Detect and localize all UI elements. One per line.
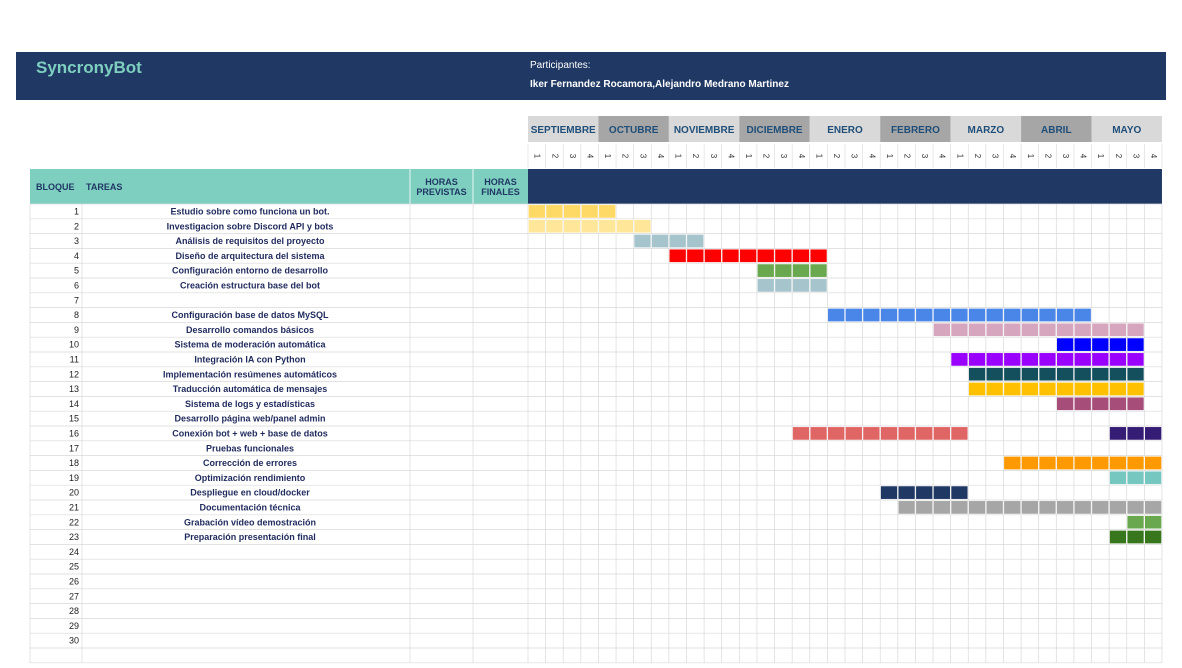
gantt-bar-cell <box>1127 382 1144 395</box>
participants-label: Participantes: <box>530 60 591 71</box>
gantt-bar-cell <box>634 220 651 233</box>
gantt-bar-cell <box>793 427 810 440</box>
task-name: Sistema de logs y estadísticas <box>184 398 316 409</box>
gantt-bar-cell <box>1057 397 1074 410</box>
gantt-bar-cell <box>863 427 880 440</box>
gantt-bar-cell <box>1127 353 1144 366</box>
task-name: Integración IA con Python <box>194 354 306 365</box>
gantt-bar-cell <box>828 308 845 321</box>
gantt-bar-cell <box>775 264 792 277</box>
gantt-bar-cell <box>1057 501 1074 514</box>
row-number: 20 <box>68 487 79 498</box>
gantt-bar-cell <box>916 427 933 440</box>
gantt-bar-cell <box>1092 382 1109 395</box>
gantt-bar-cell <box>1127 456 1144 469</box>
gantt-bar-cell <box>1074 323 1091 336</box>
task-name: Despliegue en cloud/docker <box>190 487 310 498</box>
gantt-bar-cell <box>951 427 968 440</box>
gantt-bar-cell <box>1127 471 1144 484</box>
row-number: 25 <box>68 561 79 572</box>
gantt-bar-cell <box>1092 368 1109 381</box>
gantt-bar-cell <box>845 427 862 440</box>
week-label: 4 <box>585 153 595 159</box>
row-number: 21 <box>68 502 79 513</box>
gantt-bar-cell <box>1110 338 1127 351</box>
gantt-bar-cell <box>986 382 1003 395</box>
task-name: Desarrollo comandos básicos <box>185 324 315 335</box>
week-label: 1 <box>744 153 754 159</box>
gantt-bar-cell <box>793 279 810 292</box>
gantt-bar-cell <box>1110 323 1127 336</box>
gantt-bar-cell <box>1110 368 1127 381</box>
row-number: 30 <box>68 635 79 646</box>
gantt-bar-cell <box>951 353 968 366</box>
gantt-bar-cell <box>1004 323 1021 336</box>
month-label: MARZO <box>967 125 1005 136</box>
gantt-bar-cell <box>969 353 986 366</box>
gantt-bar-cell <box>863 308 880 321</box>
gantt-bar-cell <box>1127 397 1144 410</box>
gantt-bar-cell <box>810 264 827 277</box>
gantt-bar-cell <box>1110 382 1127 395</box>
gantt-bar-cell <box>1127 501 1144 514</box>
header-horas-previstas: HORAS <box>425 177 458 187</box>
gantt-bar-cell <box>1074 368 1091 381</box>
gantt-bar-cell <box>1021 368 1038 381</box>
week-label: 4 <box>867 153 877 159</box>
week-label: 1 <box>532 153 542 159</box>
row-number: 15 <box>68 413 79 424</box>
gantt-bar-cell <box>1039 323 1056 336</box>
gantt-bar-cell <box>1074 397 1091 410</box>
gantt-bar-cell <box>951 501 968 514</box>
gantt-bar-cell <box>1004 501 1021 514</box>
gantt-bar-cell <box>1145 501 1162 514</box>
week-label: 3 <box>638 153 648 159</box>
task-name: Implementación resúmenes automáticos <box>162 369 338 380</box>
gantt-bar-cell <box>1004 308 1021 321</box>
gantt-bar-cell <box>845 308 862 321</box>
gantt-bar-cell <box>599 205 616 218</box>
gantt-bar-cell <box>951 323 968 336</box>
gantt-bar-cell <box>1004 368 1021 381</box>
gantt-bar-cell <box>1004 382 1021 395</box>
gantt-bar-cell <box>757 249 774 262</box>
gantt-bar-cell <box>757 264 774 277</box>
task-name: Creación estructura base del bot <box>179 280 321 291</box>
header-horas-finales: FINALES <box>481 187 520 197</box>
gantt-bar-cell <box>757 279 774 292</box>
row-number: 9 <box>73 324 79 335</box>
task-name: Configuración entorno de desarrollo <box>171 265 329 276</box>
gantt-bar-cell <box>581 220 598 233</box>
gantt-bar-cell <box>969 501 986 514</box>
row-number: 12 <box>68 369 79 380</box>
row-number: 18 <box>68 458 79 469</box>
gantt-bar-cell <box>1021 382 1038 395</box>
week-label: 3 <box>1131 153 1141 159</box>
week-label: 3 <box>990 153 1000 159</box>
task-name: Pruebas funcionales <box>205 443 295 454</box>
gantt-bar-cell <box>933 427 950 440</box>
week-label: 1 <box>884 153 894 159</box>
week-label: 3 <box>1060 153 1070 159</box>
task-name: Análisis de requisitos del proyecto <box>175 236 325 247</box>
gantt-bar-cell <box>546 205 563 218</box>
gantt-bar-cell <box>881 308 898 321</box>
gantt-bar-cell <box>581 205 598 218</box>
row-number: 22 <box>68 517 79 528</box>
gantt-bar-cell <box>1092 397 1109 410</box>
month-label: ABRIL <box>1041 125 1072 136</box>
gantt-bar-cell <box>599 220 616 233</box>
week-label: 1 <box>814 153 824 159</box>
gantt-bar-cell <box>933 323 950 336</box>
task-name: Grabación vídeo demostración <box>183 517 317 528</box>
row-number: 17 <box>68 443 79 454</box>
row-number: 28 <box>68 606 79 617</box>
gantt-bar-cell <box>1127 368 1144 381</box>
week-label: 1 <box>603 153 613 159</box>
week-label: 3 <box>920 153 930 159</box>
gantt-bar-cell <box>1021 456 1038 469</box>
gantt-bar-cell <box>916 308 933 321</box>
row-number: 23 <box>68 532 79 543</box>
week-label: 1 <box>1096 153 1106 159</box>
gantt-bar-cell <box>1127 427 1144 440</box>
week-label: 3 <box>779 153 789 159</box>
task-name: Optimización rendimiento <box>194 472 306 483</box>
gantt-bar-cell <box>1057 456 1074 469</box>
week-label: 3 <box>849 153 859 159</box>
gantt-bar-cell <box>1039 382 1056 395</box>
row-number: 26 <box>68 576 79 587</box>
gantt-bar-cell <box>775 249 792 262</box>
gantt-bar-cell <box>898 308 915 321</box>
month-label: OCTUBRE <box>608 125 659 136</box>
gantt-bar-cell <box>616 220 633 233</box>
week-label: 3 <box>708 153 718 159</box>
gantt-bar-cell <box>969 308 986 321</box>
month-label: DICIEMBRE <box>746 125 803 136</box>
row-number: 3 <box>73 236 79 247</box>
gantt-bar-cell <box>1021 323 1038 336</box>
row-number: 27 <box>68 591 79 602</box>
task-name: Diseño de arquitectura del sistema <box>175 250 325 261</box>
row-number: 5 <box>73 265 79 276</box>
gantt-bar-cell <box>722 249 739 262</box>
header-bloque: BLOQUE <box>36 182 75 192</box>
week-label: 4 <box>1078 153 1088 159</box>
gantt-bar-cell <box>1110 456 1127 469</box>
gantt-bar-cell <box>1057 353 1074 366</box>
row-number: 11 <box>69 354 79 365</box>
header-tareas: TAREAS <box>86 182 123 192</box>
week-label: 2 <box>1113 153 1123 159</box>
gantt-bar-cell <box>1092 353 1109 366</box>
row-number: 13 <box>68 384 79 395</box>
gantt-bar-cell <box>898 486 915 499</box>
task-name: Conexión bot + web + base de datos <box>172 428 328 439</box>
gantt-bar-cell <box>1092 456 1109 469</box>
gantt-bar-cell <box>1021 308 1038 321</box>
header-horas-finales: HORAS <box>484 177 517 187</box>
row-number: 4 <box>73 250 79 261</box>
gantt-bar-cell <box>898 427 915 440</box>
gantt-bar-cell <box>1110 530 1127 543</box>
task-name: Corrección de errores <box>202 458 298 469</box>
month-label: NOVIEMBRE <box>673 125 735 136</box>
month-label: SEPTIEMBRE <box>530 125 596 136</box>
row-number: 29 <box>68 620 79 631</box>
gantt-bar-cell <box>1004 456 1021 469</box>
week-label: 2 <box>620 153 630 159</box>
gantt-bar-cell <box>1110 353 1127 366</box>
gantt-bar-cell <box>1057 308 1074 321</box>
gantt-bar-cell <box>740 249 757 262</box>
gantt-bar-cell <box>1004 353 1021 366</box>
gantt-bar-cell <box>810 279 827 292</box>
week-label: 2 <box>761 153 771 159</box>
participants-names: Iker Fernandez Rocamora,Alejandro Medrano Martinez <box>530 79 789 90</box>
gantt-bar-cell <box>652 234 669 247</box>
gantt-bar-cell <box>634 234 651 247</box>
gantt-bar-cell <box>1110 501 1127 514</box>
gantt-bar-cell <box>1057 338 1074 351</box>
week-label: 3 <box>567 153 577 159</box>
gantt-bar-cell <box>1092 501 1109 514</box>
gantt-bar-cell <box>828 427 845 440</box>
gantt-bar-cell <box>986 368 1003 381</box>
week-label: 4 <box>796 153 806 159</box>
gantt-bar-cell <box>564 205 581 218</box>
week-label: 4 <box>1008 153 1018 159</box>
month-label: MAYO <box>1112 125 1142 136</box>
gantt-bar-cell <box>916 501 933 514</box>
row-number: 10 <box>68 339 79 350</box>
row-number: 8 <box>73 310 79 321</box>
gantt-bar-cell <box>1110 471 1127 484</box>
gantt-bar-cell <box>1039 456 1056 469</box>
row-number: 7 <box>73 295 79 306</box>
gantt-bar-cell <box>881 427 898 440</box>
row-number: 6 <box>73 280 79 291</box>
task-name: Investigacion sobre Discord API y bots <box>166 221 334 232</box>
week-label: 1 <box>1025 153 1035 159</box>
gantt-bar-cell <box>1039 501 1056 514</box>
gantt-bar-cell <box>1110 397 1127 410</box>
gantt-bar-cell <box>951 308 968 321</box>
gantt-bar-cell <box>1145 471 1162 484</box>
task-name: Estudio sobre como funciona un bot. <box>170 206 330 217</box>
gantt-bar-cell <box>1127 530 1144 543</box>
week-label: 2 <box>691 153 701 159</box>
header-horas-previstas: PREVISTAS <box>416 187 467 197</box>
task-name: Traducción automática de mensajes <box>172 384 328 395</box>
gantt-bar-cell <box>1039 368 1056 381</box>
gantt-bar-cell <box>1021 501 1038 514</box>
week-label: 2 <box>550 153 560 159</box>
gantt-bar-cell <box>1057 323 1074 336</box>
gantt-bar-cell <box>933 501 950 514</box>
gantt-bar-cell <box>1127 338 1144 351</box>
task-name: Documentación técnica <box>199 502 301 513</box>
row-number: 24 <box>68 546 79 557</box>
row-number: 1 <box>73 206 79 217</box>
week-label: 2 <box>1043 153 1053 159</box>
week-label: 4 <box>937 153 947 159</box>
gantt-bar-cell <box>1074 353 1091 366</box>
row-number: 16 <box>68 428 79 439</box>
gantt-bar-cell <box>951 486 968 499</box>
gantt-bar-cell <box>1127 516 1144 529</box>
gantt-header-band <box>528 169 1162 204</box>
gantt-bar-cell <box>705 249 722 262</box>
gantt-bar-cell <box>1145 516 1162 529</box>
task-name: Sistema de moderación automática <box>174 339 326 350</box>
week-label: 1 <box>955 153 965 159</box>
gantt-bar-cell <box>528 205 545 218</box>
gantt-bar-cell <box>986 501 1003 514</box>
gantt-bar-cell <box>687 234 704 247</box>
gantt-bar-cell <box>986 323 1003 336</box>
gantt-bar-cell <box>564 220 581 233</box>
gantt-bar-cell <box>898 501 915 514</box>
gantt-bar-cell <box>1074 501 1091 514</box>
gantt-bar-cell <box>1021 353 1038 366</box>
week-label: 4 <box>726 153 736 159</box>
week-label: 2 <box>902 153 912 159</box>
gantt-bar-cell <box>1074 308 1091 321</box>
gantt-bar-cell <box>1145 456 1162 469</box>
month-label: ENERO <box>827 125 863 136</box>
gantt-bar-cell <box>1145 427 1162 440</box>
row-number: 2 <box>73 221 79 232</box>
gantt-bar-cell <box>546 220 563 233</box>
gantt-bar-cell <box>933 308 950 321</box>
gantt-bar-cell <box>1092 338 1109 351</box>
gantt-bar-cell <box>969 323 986 336</box>
gantt-bar-cell <box>775 279 792 292</box>
gantt-bar-cell <box>1092 323 1109 336</box>
week-label: 2 <box>832 153 842 159</box>
gantt-bar-cell <box>1057 368 1074 381</box>
gantt-bar-cell <box>1110 427 1127 440</box>
month-label: FEBRERO <box>890 125 940 136</box>
task-name: Configuración base de datos MySQL <box>171 310 329 321</box>
gantt-bar-cell <box>933 486 950 499</box>
row-number: 14 <box>68 398 79 409</box>
gantt-bar-cell <box>916 486 933 499</box>
gantt-bar-cell <box>669 249 686 262</box>
gantt-bar-cell <box>986 353 1003 366</box>
gantt-bar-cell <box>986 308 1003 321</box>
gantt-bar-cell <box>881 486 898 499</box>
gantt-bar-cell <box>793 264 810 277</box>
gantt-bar-cell <box>528 220 545 233</box>
gantt-bar-cell <box>793 249 810 262</box>
gantt-bar-cell <box>1057 382 1074 395</box>
week-label: 4 <box>1149 153 1159 159</box>
gantt-bar-cell <box>1074 338 1091 351</box>
gantt-bar-cell <box>969 368 986 381</box>
gantt-bar-cell <box>810 249 827 262</box>
week-label: 2 <box>972 153 982 159</box>
gantt-bar-cell <box>669 234 686 247</box>
gantt-bar-cell <box>1127 323 1144 336</box>
gantt-bar-cell <box>1074 382 1091 395</box>
gantt-bar-cell <box>1039 308 1056 321</box>
gantt-bar-cell <box>969 382 986 395</box>
gantt-bar-cell <box>1039 353 1056 366</box>
task-name: Desarrollo página web/panel admin <box>174 413 326 424</box>
app-title: SyncronyBot <box>36 58 142 77</box>
gantt-bar-cell <box>810 427 827 440</box>
gantt-bar-cell <box>687 249 704 262</box>
row-number: 19 <box>68 472 79 483</box>
week-label: 4 <box>655 153 665 159</box>
gantt-bar-cell <box>1074 456 1091 469</box>
task-name: Preparación presentación final <box>184 532 316 543</box>
gantt-bar-cell <box>1145 530 1162 543</box>
week-label: 1 <box>673 153 683 159</box>
